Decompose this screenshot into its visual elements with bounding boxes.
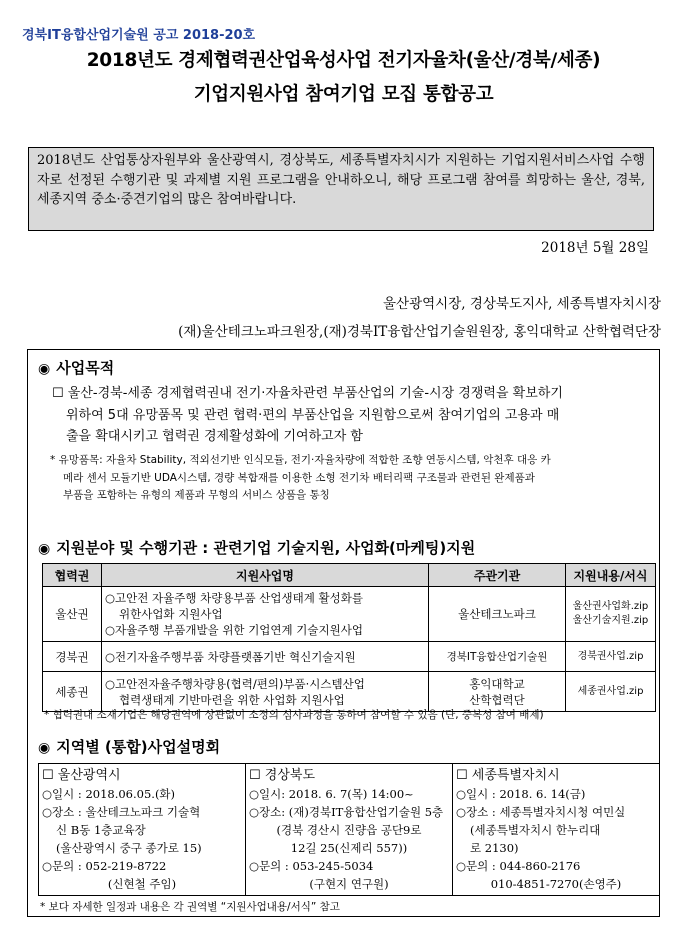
section-briefing-heading: ◉ 지역별 (통합)사업설명회	[38, 738, 221, 756]
table-row	[39, 764, 660, 896]
support-table	[42, 563, 656, 712]
column-header: 지원내용/서식	[566, 564, 656, 587]
table-row: 울산권 ○고안전 자율주행 차량용부품 산업생태계 활성화를 위한사업화 지원사업 ○자율주행 부품개발을 위한 기업연계 기술지원사업 울산테크노파크 울산권사업화.zip 울산기술지원.zip	[43, 587, 656, 642]
section-purpose-heading: ◉ 사업목적	[38, 359, 115, 377]
section-bullet-icon: ◉	[38, 740, 51, 756]
section-bullet-icon: ◉	[38, 361, 51, 377]
briefing-table	[38, 763, 660, 896]
support-footnote: * 협력권내 소재기업은 해당권역에 상관없이 소정의 심사과정을 통하여 참여할 수 있음 (단, 중복성 참여 배제)	[44, 709, 544, 721]
download-link[interactable]: 세종권사업.zip	[566, 672, 656, 712]
section-support-heading: ◉ 지원분야 및 수행기관 : 관련기업 기술지원, 사업화(마케팅)지원	[38, 539, 476, 557]
intro-box: 2018년도 산업통상자원부와 울산광역시, 경상북도, 세종특별자치시가 지원하는 기업지원서비스사업 수행자로 선정된 수행기관 및 과제별 지원 프로그램을 안내하오니, 해당 프로그램 참여를 희망하는 울산, 경북, 세종지역 중소·중견기업의 많은 참여바랍니다.	[28, 147, 654, 231]
table-row: 경북권 ○전기자율주행부품 차량플랫폼기반 혁신기술지원 경북IT융합산업기술원 경북권사업.zip	[43, 642, 656, 672]
issuer-line-2: (재)울산테크노파크원장,(재)경북IT융합산업기술원원장, 홍익대학교 산학협력단장	[178, 324, 661, 340]
checkbox-icon: ☐	[52, 386, 64, 401]
purpose-text: ☐ 울산-경북-세종 경제협력권내 전기·자율차관련 부품산업의 기술-시장 경쟁력을 확보하기 위하여 5대 유망품목 및 관련 협력·편의 부품산업을 지원함으로써 참여기업의 고용과 매 출을 확대시키고 협력권 경제활성화에 기여하고자 함	[52, 386, 563, 444]
column-header: 협력권	[43, 564, 102, 587]
issuer-line-1: 울산광역시장, 경상북도지사, 세종특별자치시장	[383, 296, 661, 312]
notice-date: 2018년 5월 28일	[541, 240, 649, 256]
download-link[interactable]: 울산권사업화.zip 울산기술지원.zip	[566, 587, 656, 642]
title-line-2: 기업지원사업 참여기업 모집 통합공고	[193, 84, 494, 105]
title-line-1: 2018년도 경제협력권산업육성사업 전기자율차(울산/경북/세종)	[86, 50, 601, 71]
table-row: 세종권 ○고안전자율주행차량용(협력/편의)부품·시스템산업 협력생태계 기반마련을 위한 사업화 지원사업 홍익대학교 산학협력단 세종권사업.zip	[43, 672, 656, 712]
download-link[interactable]: 경북권사업.zip	[566, 642, 656, 672]
column-header: 주관기관	[429, 564, 566, 587]
briefing-sejong: ☐ 세종특별자치시 ○일시 : 2018. 6. 14(금) ○장소 : 세종특별자치시청 여민실 (세종특별자치시 한누리대 로 2130) ○문의 : 044-860-2176 010-4851-7270(손영주)	[453, 764, 660, 896]
briefing-gyeongbuk: ☐ 경상북도 ○일시: 2018. 6. 7(목) 14:00~ ○장소: (재)경북IT융합산업기술원 5층 (경북 경산시 진량읍 공단9로 12길 25(신제리 557)) ○문의 : 053-245-5034 (구현지 연구원)	[246, 764, 453, 896]
notice-number: 경북IT융합산업기술원 공고 2018-20호	[22, 28, 256, 43]
briefing-ulsan: ☐ 울산광역시 ○일시 : 2018.06.05.(화) ○장소 : 울산테크노파크 기술혁 신 B동 1층교육장 (울산광역시 중구 종가로 15) ○문의 : 052-219-8722 (신현철 주임)	[39, 764, 246, 896]
promising-items-note: * 유망품목: 자율차 Stability, 적외선기반 인식모듈, 전기·자율차량에 적합한 조향 연동시스템, 악천후 대응 카 메라 센서 모듈기반 UDA시스템, 경량 복합재를 이용한 소형 전기차 배터리팩 구조물과 관련된 완제품과 부품을 포함하는 유형의 제품과 무형의 서비스 상품을 통칭	[50, 454, 551, 501]
column-header: 지원사업명	[102, 564, 429, 587]
section-bullet-icon: ◉	[38, 541, 51, 557]
briefing-footnote: * 보다 자세한 일정과 내용은 각 권역별 “지원사업내용/서식” 참고	[40, 901, 340, 913]
